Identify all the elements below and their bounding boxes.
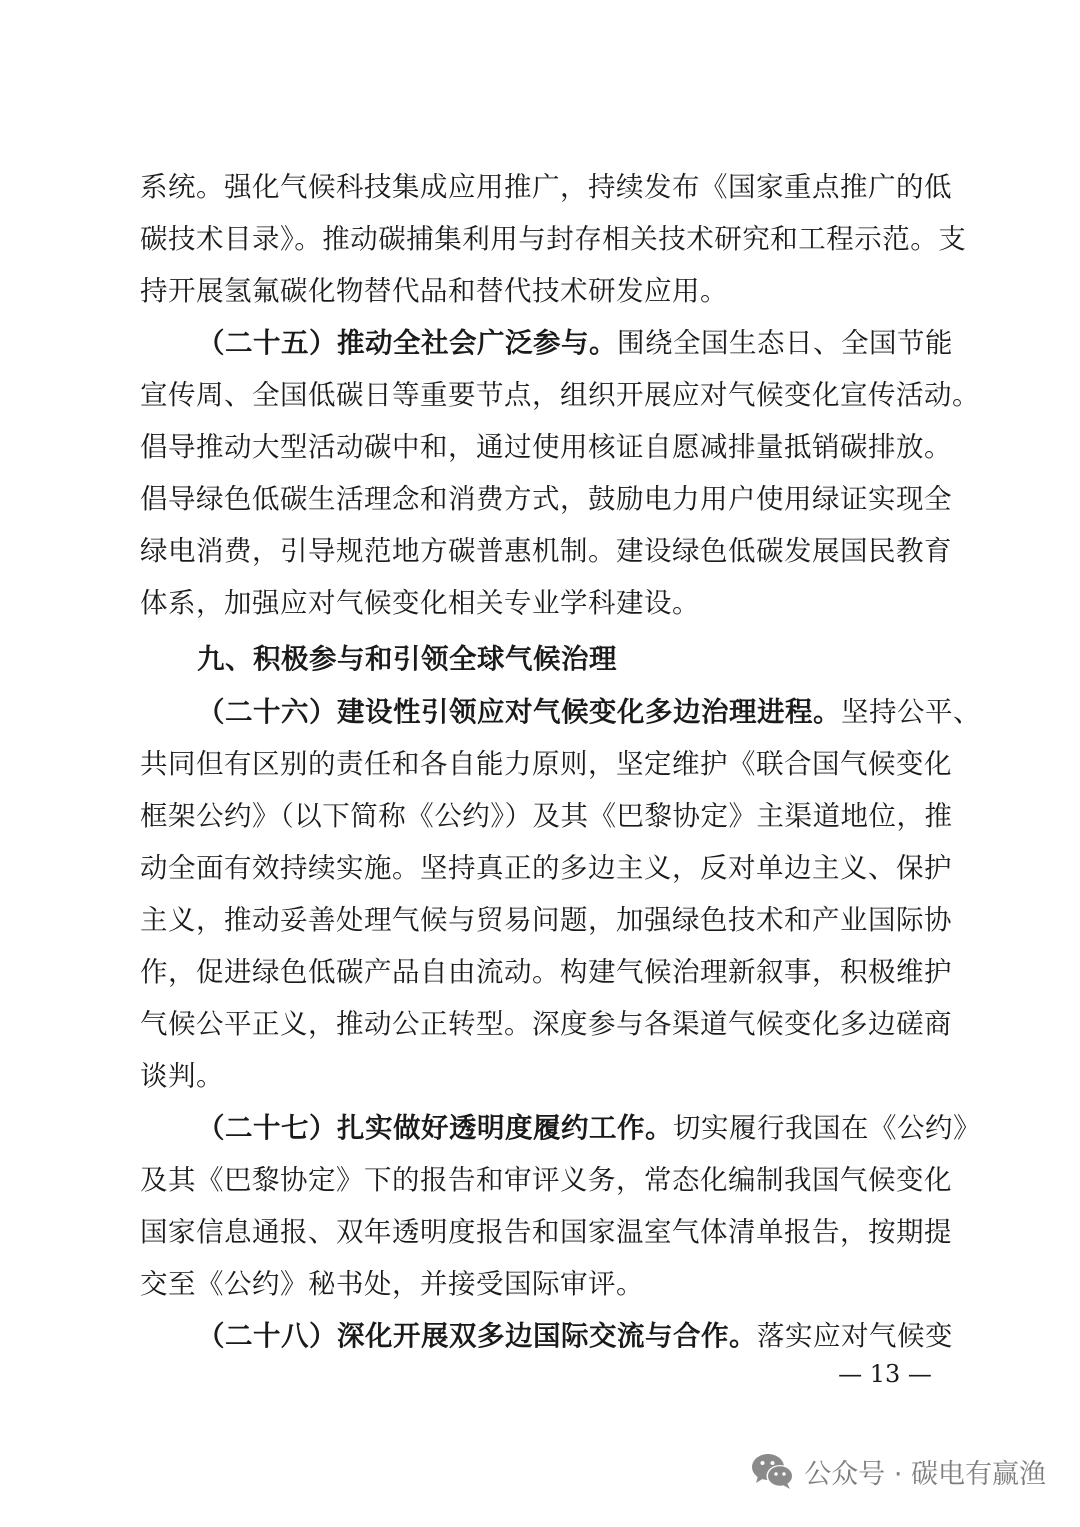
paragraph-lead: （二十七）扎实做好透明度履约工作。 [197,1112,673,1144]
text-line [140,473,952,525]
text-line [140,213,967,265]
line-text: 绿电消费，引导规范地方碳普惠机制。建设绿色低碳发展国民教育 [140,535,952,567]
line-text: 宣传周、全国低碳日等重要节点，组织开展应对气候变化宣传活动。 [140,379,980,411]
line-text: 共同但有区别的责任和各自能力原则，坚定维护《联合国气候变化 [140,748,952,780]
line-text: 主义，推动妥善处理气候与贸易问题，加强绿色技术和产业国际协 [140,904,952,936]
line-text: 持开展氢氟碳化物替代品和替代技术研发应用。 [140,275,728,307]
text-line [140,998,952,1050]
paragraph-lead: （二十六）建设性引领应对气候变化多边治理进程。 [197,696,841,728]
text-line [140,738,952,790]
text-line [140,946,952,998]
text-line [197,317,953,369]
section-heading: 九、积极参与和引领全球气候治理 [197,643,617,675]
text-line [140,369,980,421]
text-line [197,686,981,738]
line-text: 交至《公约》秘书处，并接受国际审评。 [140,1268,644,1300]
line-text: 系统。强化气候科技集成应用推广，持续发布《国家重点推广的低 [140,171,952,203]
line-text: 围绕全国生态日、全国节能 [617,327,953,359]
paragraph-lead: （二十五）推动全社会广泛参与。 [197,327,617,359]
text-line [140,525,952,577]
text-line [140,421,952,473]
text-line [140,894,952,946]
text-line [140,1258,940,1310]
line-text: 体系，加强应对气候变化相关专业学科建设。 [140,587,700,619]
line-text: 国家信息通报、双年透明度报告和国家温室气体清单报告，按期提 [140,1216,952,1248]
line-text: 切实履行我国在《公约》 [673,1112,981,1144]
text-line [140,161,952,213]
line-text: 谈判。 [140,1060,224,1092]
text-line [197,1102,981,1154]
watermark-text: 公众号 · 碳电有赢渔 [804,1458,1046,1490]
text-line [140,577,940,629]
page-number: — 13 — [838,1360,932,1388]
wechat-icon [750,1452,796,1490]
paragraph-lead: （二十八）深化开展双多边国际交流与合作。 [197,1320,757,1352]
line-text: 坚持公平、 [841,696,981,728]
text-line [140,1206,952,1258]
line-text: 作，促进绿色低碳产品自由流动。构建气候治理新叙事，积极维护 [140,956,952,988]
line-text: 倡导推动大型活动碳中和，通过使用核证自愿减排量抵销碳排放。 [140,431,952,463]
text-line [140,842,952,894]
text-line [140,790,953,842]
text-line [140,1050,940,1102]
line-text: 落实应对气候变 [757,1320,953,1352]
line-text: 碳技术目录》。推动碳捕集利用与封存相关技术研究和工程示范。支 [140,223,967,255]
text-line [140,265,940,317]
line-text: 框架公约》（以下简称《公约》）及其《巴黎协定》主渠道地位，推 [140,800,953,832]
line-text: 气候公平正义，推动公正转型。深度参与各渠道气候变化多边磋商 [140,1008,952,1040]
line-text: 倡导绿色低碳生活理念和消费方式，鼓励电力用户使用绿证实现全 [140,483,952,515]
watermark [750,1447,1046,1495]
line-text: 及其《巴黎协定》下的报告和审评义务，常态化编制我国气候变化 [140,1164,952,1196]
line-text: 动全面有效持续实施。坚持真正的多边主义，反对单边主义、保护 [140,852,952,884]
text-line [140,1154,952,1206]
